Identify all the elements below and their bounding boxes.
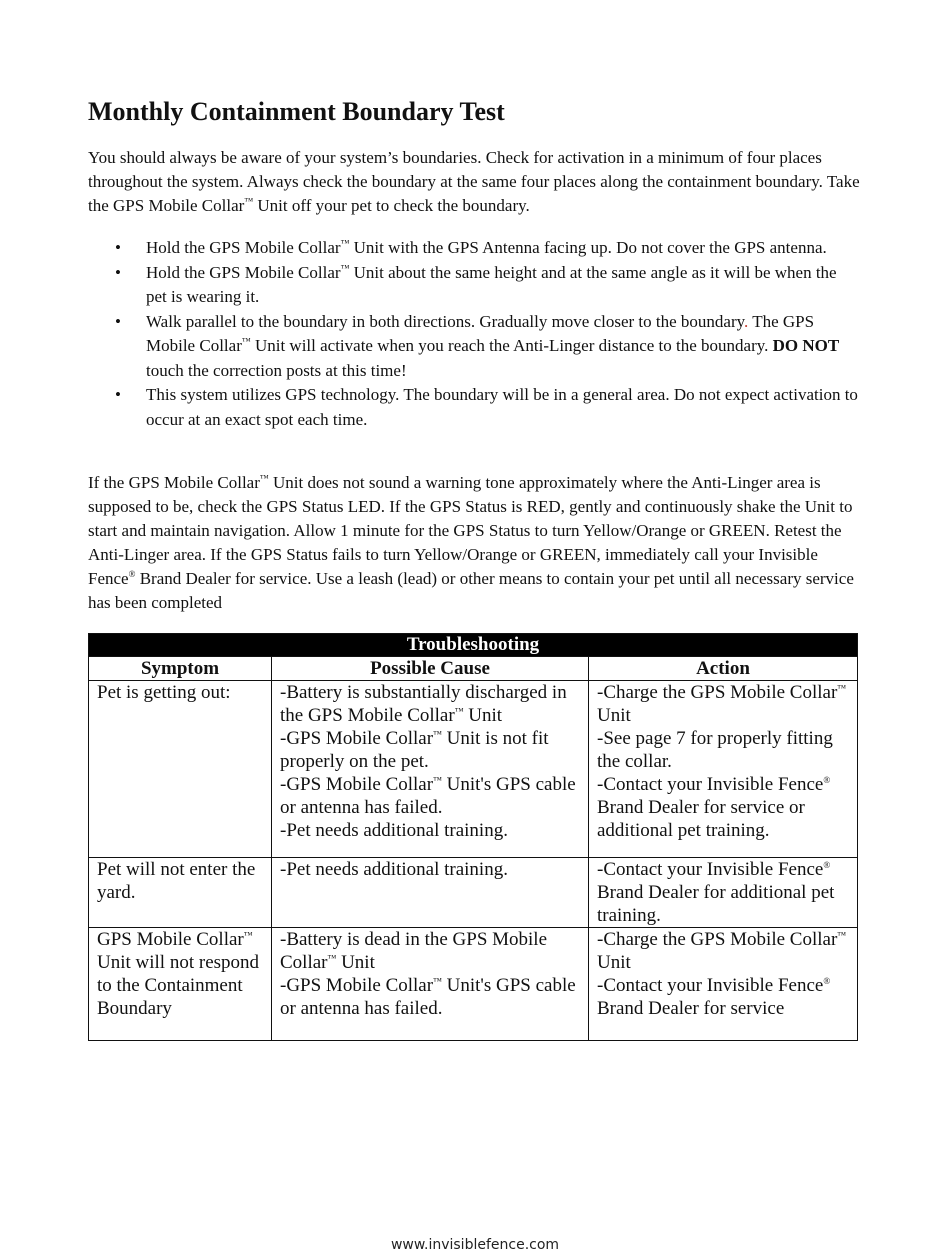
footer-url: www.invisiblefence.com [390, 1237, 560, 1253]
cause-cell: -Pet needs additional training. [272, 858, 589, 928]
list-item: • Hold the GPS Mobile Collar™ Unit about the same height and at the same angle as it will be when the pet is wearing it. [115, 262, 837, 306]
intro-paragraph: You should always be aware of your system’s boundaries. Check for activation in a minimum of four places throughout the system. Always check the boundary at the same four places along the containment boundary. Take the GPS Mobile Collar™ Unit off your pet to check the boundary. [88, 148, 860, 215]
action-cell: -Contact your Invisible Fence® Brand Dealer for additional pet training. [589, 858, 858, 928]
list-item: • Hold the GPS Mobile Collar™ Unit with the GPS Antenna facing up. Do not cover the GPS antenna. [115, 238, 827, 257]
action-cell: -Charge the GPS Mobile Collar™ Unit -See page 7 for properly fitting the collar. -Contact your Invisible Fence® Brand Dealer for service or additional pet training. [589, 681, 858, 858]
cause-cell: -Battery is dead in the GPS Mobile Collar™ Unit -GPS Mobile Collar™ Unit's GPS cable or antenna has failed. [272, 928, 589, 1041]
column-header-symptom: Symptom [89, 657, 272, 681]
page-title: Monthly Containment Boundary Test [88, 97, 505, 126]
table-row [89, 858, 858, 928]
instruction-list [88, 236, 860, 432]
symptom-cell: GPS Mobile Collar™ Unit will not respond to the Containment Boundary [89, 928, 272, 1041]
cause-cell: -Battery is substantially discharged in the GPS Mobile Collar™ Unit -GPS Mobile Collar™ Unit is not fit properly on the pet. -GPS Mobile Collar™ Unit's GPS cable or antenna has failed. -Pet needs additional training. [272, 681, 589, 858]
table-title: Troubleshooting [89, 634, 858, 657]
action-cell: -Charge the GPS Mobile Collar™ Unit -Contact your Invisible Fence® Brand Dealer for service [589, 928, 858, 1041]
column-header-cause: Possible Cause [272, 657, 589, 681]
symptom-cell: Pet will not enter the yard. [89, 858, 272, 928]
registered-symbol: ® [128, 569, 136, 579]
column-header-action: Action [589, 657, 858, 681]
table-row [89, 928, 858, 1041]
table-row [89, 681, 858, 858]
troubleshooting-table [88, 633, 858, 1041]
symptom-cell: Pet is getting out: [89, 681, 272, 858]
trademark-symbol: ™ [244, 196, 254, 206]
list-item: • Walk parallel to the boundary in both directions. Gradually move closer to the boundary. The GPS Mobile Collar™ Unit will activate when you reach the Anti-Linger distance to the boundary. DO NOT touch the correction posts at this time! [115, 311, 840, 380]
list-item: • This system utilizes GPS technology. The boundary will be in a general area. Do not expect activation to occur at an exact spot each time. [115, 385, 858, 429]
gps-status-paragraph: If the GPS Mobile Collar™ Unit does not sound a warning tone approximately where the Anti-Linger area is supposed to be, check the GPS Status LED. If the GPS Status is RED, gently and continuously shake the Unit to start and maintain navigation. Allow 1 minute for the GPS Status to turn Yellow/Orange or GREEN. Retest the Anti-Linger area. If the GPS Status fails to turn Yellow/Orange or GREEN, immediately call your Invisible Fence® Brand Dealer for service. Use a leash (lead) or other means to contain your pet until all necessary service has been completed [88, 473, 854, 612]
